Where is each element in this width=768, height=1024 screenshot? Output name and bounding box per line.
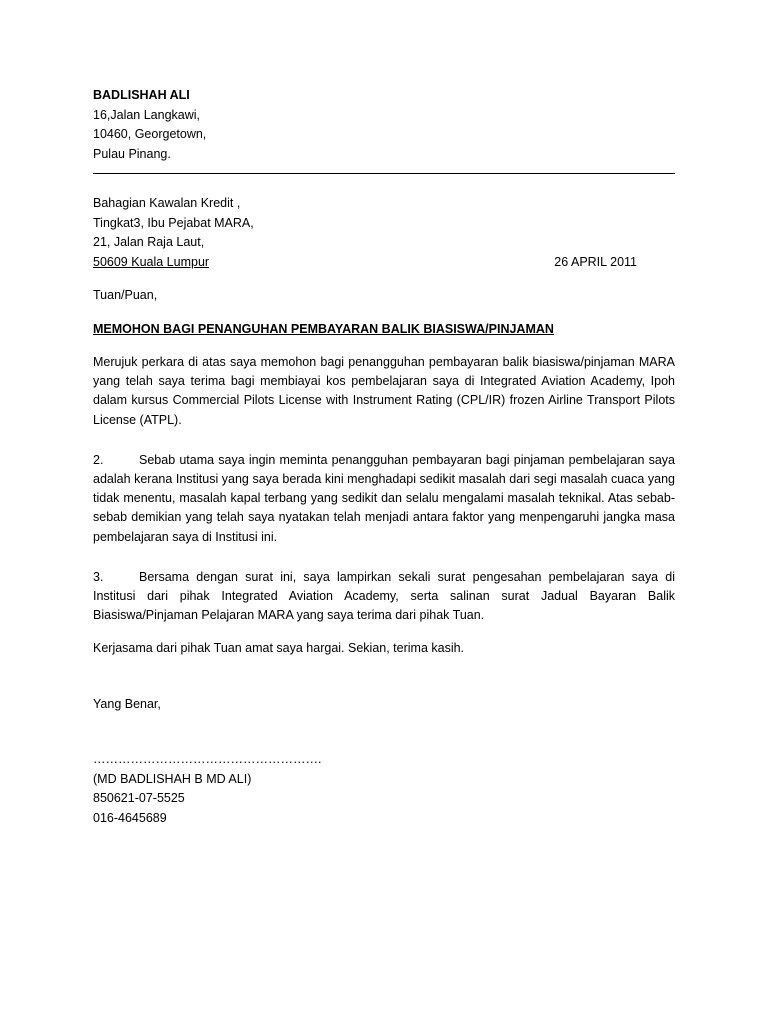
sender-address-line: 10460, Georgetown,	[93, 127, 207, 141]
letter-page	[93, 86, 675, 828]
letter-date: 26 APRIL 2011	[554, 254, 637, 269]
paragraph-2-text: Sebab utama saya ingin meminta penangguhan pembayaran bagi pinjaman pembelajaran saya adalah kerana Institusi yang saya berada kini menghadapi sedikit masalah dari segi masalah cuaca yang tidak menentu, masalah kapal terbang yang sedikit dan selalu mengalami masalah teknikal. Atas sebab-sebab demikian yang telah saya nyatakan telah menjadi antara faktor yang menpengaruhi jangka masa pembelajaran saya di Institusi ini.	[93, 452, 675, 544]
header-divider	[93, 173, 675, 174]
salutation: Tuan/Puan,	[93, 288, 158, 302]
paragraph-3-text: Bersama dengan surat ini, saya lampirkan sekali surat pengesahan pembelajaran saya di Institusi dari pihak Integrated Aviation Academy, serta salinan surat Jadual Bayaran Balik Biasiswa/Pinjaman Pelajaran MARA yang saya terima dari pihak Tuan.	[93, 569, 675, 623]
paragraph-2	[93, 451, 675, 547]
sender-name: BADLISHAH ALI	[93, 88, 190, 102]
sender-block	[93, 86, 675, 164]
sender-address-line: Pulau Pinang.	[93, 146, 171, 161]
paragraph-number: 3.	[93, 569, 104, 584]
signature-block	[93, 750, 675, 828]
recipient-line: 21, Jalan Raja Laut,	[93, 235, 205, 249]
signature-dots: ……………………………………………….	[93, 752, 322, 767]
letter-subject: MEMOHON BAGI PENANGUHAN PEMBAYARAN BALIK BIASISWA/PINJAMAN	[93, 321, 554, 336]
recipient-city-date-row	[93, 253, 675, 273]
paragraph-1: Merujuk perkara di atas saya memohon bagi penangguhan pembayaran balik biasiswa/pinjaman MARA yang telah saya terima bagi membiayai kos pembelajaran saya di Integrated Aviation Academy, Ipoh dalam kursus Commercial Pilots License with Instrument Rating (CPL/IR) frozen Airline Transport Pilots License (ATPL).	[93, 355, 675, 427]
signatory-name: (MD BADLISHAH B MD ALI)	[93, 771, 252, 786]
closing: Yang Benar,	[93, 696, 161, 711]
recipient-line: Bahagian Kawalan Kredit ,	[93, 196, 241, 210]
sender-address-line: 16,Jalan Langkawi,	[93, 107, 201, 122]
ic-number: 850621-07-5525	[93, 791, 185, 806]
paragraph-4: Kerjasama dari pihak Tuan amat saya hargai. Sekian, terima kasih.	[93, 641, 465, 656]
paragraph-3	[93, 568, 675, 626]
phone-number: 016-4645689	[93, 810, 167, 825]
recipient-line: Tingkat3, Ibu Pejabat MARA,	[93, 215, 254, 230]
recipient-city: 50609 Kuala Lumpur	[93, 254, 210, 269]
paragraph-number: 2.	[93, 452, 104, 467]
recipient-block	[93, 194, 675, 272]
